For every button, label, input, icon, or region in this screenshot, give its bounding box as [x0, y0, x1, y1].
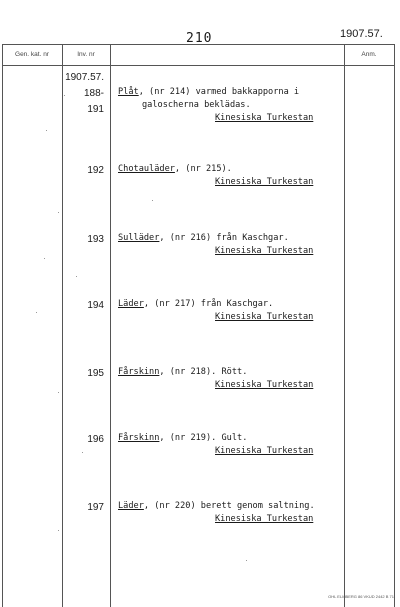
- description-text: , (nr 219). Gult.: [159, 433, 248, 443]
- inv-number-line: 195: [87, 368, 104, 379]
- description-text: , (nr 218). Rött.: [159, 367, 248, 377]
- region-label: Kinesiska Turkestan: [215, 246, 314, 256]
- object-name: Läder: [118, 299, 144, 309]
- description-text: , (nr 220) berett genom saltning.: [143, 501, 315, 511]
- description-line: [118, 86, 338, 99]
- header-inv-nr: Inv. nr: [77, 51, 95, 58]
- inv-number: [62, 432, 104, 448]
- paper-speck: [58, 530, 59, 531]
- paper-speck: [64, 95, 65, 96]
- inv-number-line: 1907.57.: [65, 72, 104, 83]
- description-text: , (nr 217) från Kaschgar.: [143, 299, 274, 309]
- column-divider-gen-inv: [62, 44, 63, 607]
- description-line: [118, 298, 338, 311]
- object-name: Läder: [118, 501, 144, 511]
- description-text: , (nr 215).: [174, 164, 232, 174]
- object-name: Plåt: [118, 87, 139, 97]
- inv-number-line: 196: [87, 434, 104, 445]
- paper-speck: [46, 130, 47, 131]
- page-number: 210: [186, 31, 213, 46]
- description-text: , (nr 216) från Kaschgar.: [159, 233, 289, 243]
- accession-number: 1907.57.: [340, 28, 383, 40]
- inv-number: [62, 366, 104, 382]
- column-divider-inv-desc: [110, 44, 111, 607]
- entry-description: [118, 432, 338, 445]
- object-name: Sulläder: [118, 233, 160, 243]
- paper-speck: [82, 452, 83, 453]
- inv-number-line: 197: [87, 502, 104, 513]
- paper-speck: [44, 258, 45, 259]
- region-label: Kinesiska Turkestan: [215, 177, 314, 187]
- header-gen-kat-nr: Gen. kat. nr: [15, 51, 49, 58]
- column-divider-desc-anm: [344, 44, 345, 607]
- description-line: [118, 500, 338, 513]
- inv-number: [62, 232, 104, 248]
- description-text: , (nr 214) varmed bakkapporna i: [138, 87, 300, 97]
- entry-description: [118, 366, 338, 379]
- entry-description: [118, 500, 338, 513]
- region-label: Kinesiska Turkestan: [215, 312, 314, 322]
- printer-imprint: OHL ELMBERG 86 VKUD 2442 B 71: [328, 594, 394, 599]
- paper-speck: [152, 200, 153, 201]
- inv-number-line: 191: [87, 104, 104, 115]
- paper-speck: [246, 560, 247, 561]
- inv-number: [62, 163, 104, 179]
- table-header: [2, 44, 394, 66]
- description-line: [118, 432, 338, 445]
- description-continuation: galoscherna beklädas.: [142, 100, 251, 110]
- entry-description: [118, 232, 338, 245]
- entry-description: [118, 163, 338, 176]
- inv-number-line: 193: [87, 234, 104, 245]
- entry-description: [118, 86, 338, 112]
- region-label: Kinesiska Turkestan: [215, 446, 314, 456]
- inv-number: [62, 298, 104, 314]
- object-name: Chotauläder: [118, 164, 175, 174]
- paper-speck: [36, 312, 37, 313]
- inv-number-line: 192: [87, 165, 104, 176]
- paper-speck: [58, 212, 59, 213]
- description-line: [118, 232, 338, 245]
- inv-number-line: 188-: [83, 88, 104, 99]
- description-line: [118, 163, 338, 176]
- inv-number-line: 194: [87, 300, 104, 311]
- header-anm: Anm.: [361, 51, 377, 58]
- entry-description: [118, 298, 338, 311]
- table-border-left: [2, 44, 3, 607]
- object-name: Fårskinn: [118, 367, 160, 377]
- description-line: [118, 366, 338, 379]
- paper-speck: [76, 276, 77, 277]
- inv-number: [62, 500, 104, 516]
- region-label: Kinesiska Turkestan: [215, 380, 314, 390]
- header-description: [110, 45, 344, 65]
- paper-speck: [58, 392, 59, 393]
- table-border-right: [394, 44, 395, 607]
- region-label: Kinesiska Turkestan: [215, 113, 314, 123]
- inv-number: [62, 70, 104, 118]
- region-label: Kinesiska Turkestan: [215, 514, 314, 524]
- object-name: Fårskinn: [118, 433, 160, 443]
